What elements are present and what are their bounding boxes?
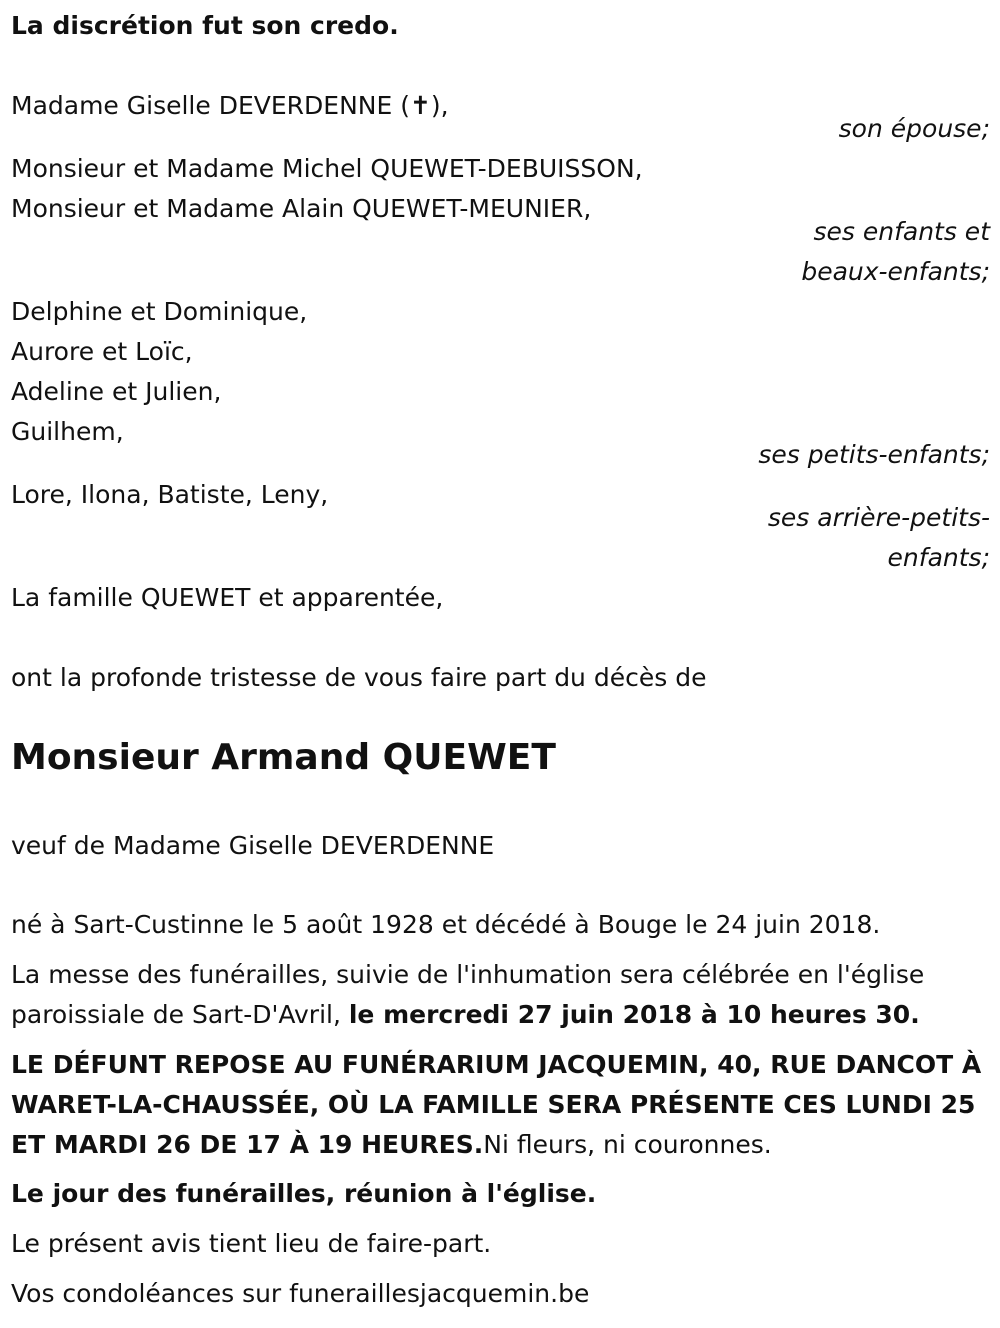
visitation-note: Ni fleurs, ni couronnes. — [483, 1130, 772, 1159]
great-grandchildren-role: enfants; — [887, 543, 990, 572]
funeral-paragraph — [11, 955, 991, 1035]
birth-death-line: né à Sart-Custinne le 5 août 1928 et décédé à Bouge le 24 juin 2018. — [11, 910, 881, 939]
grandchild-line: Aurore et Loïc, — [11, 337, 193, 366]
spouse-role: son épouse; — [838, 114, 990, 143]
children-role: ses enfants et — [813, 217, 990, 246]
great-grandchildren-role: ses arrière-petits- — [767, 503, 990, 532]
condolences-line: Vos condoléances sur funeraillesjacquemin.be — [11, 1279, 590, 1308]
funeral-text: La messe des funérailles, suivie de l'inhumation sera célébrée en l'église paroissiale de Sart-D'Avril, — [11, 960, 925, 1029]
widower-line: veuf de Madame Giselle DEVERDENNE — [11, 831, 495, 860]
grandchildren-role: ses petits-enfants; — [758, 440, 990, 469]
announcement: ont la profonde tristesse de vous faire part du décès de — [11, 663, 707, 692]
deceased-name: Monsieur Armand QUEWET — [11, 737, 556, 778]
children-role: beaux-enfants; — [801, 257, 990, 286]
family-line: La famille QUEWET et apparentée, — [11, 583, 444, 612]
motto: La discrétion fut son credo. — [11, 11, 399, 40]
notice-line: Le présent avis tient lieu de faire-part. — [11, 1229, 492, 1258]
grandchild-line: Guilhem, — [11, 417, 124, 446]
great-grandchildren-line: Lore, Ilona, Batiste, Leny, — [11, 480, 329, 509]
visitation-text: LE DÉFUNT REPOSE AU FUNÉRARIUM JACQUEMIN, 40, RUE DANCOT À WARET-LA-CHAUSSÉE, OÙ LA FAMILLE SERA PRÉSENTE CES LUNDI 25 ET MARDI 26 DE 17 À 19 HEURES. — [11, 1050, 982, 1159]
grandchild-line: Adeline et Julien, — [11, 377, 222, 406]
child-line: Monsieur et Madame Michel QUEWET-DEBUISSON, — [11, 154, 643, 183]
spouse-name: Madame Giselle DEVERDENNE (✝), — [11, 91, 449, 120]
grandchild-line: Delphine et Dominique, — [11, 297, 308, 326]
gathering-line: Le jour des funérailles, réunion à l'église. — [11, 1179, 597, 1208]
child-line: Monsieur et Madame Alain QUEWET-MEUNIER, — [11, 194, 592, 223]
visitation-paragraph — [11, 1045, 991, 1165]
funeral-date: le mercredi 27 juin 2018 à 10 heures 30. — [348, 1000, 920, 1029]
